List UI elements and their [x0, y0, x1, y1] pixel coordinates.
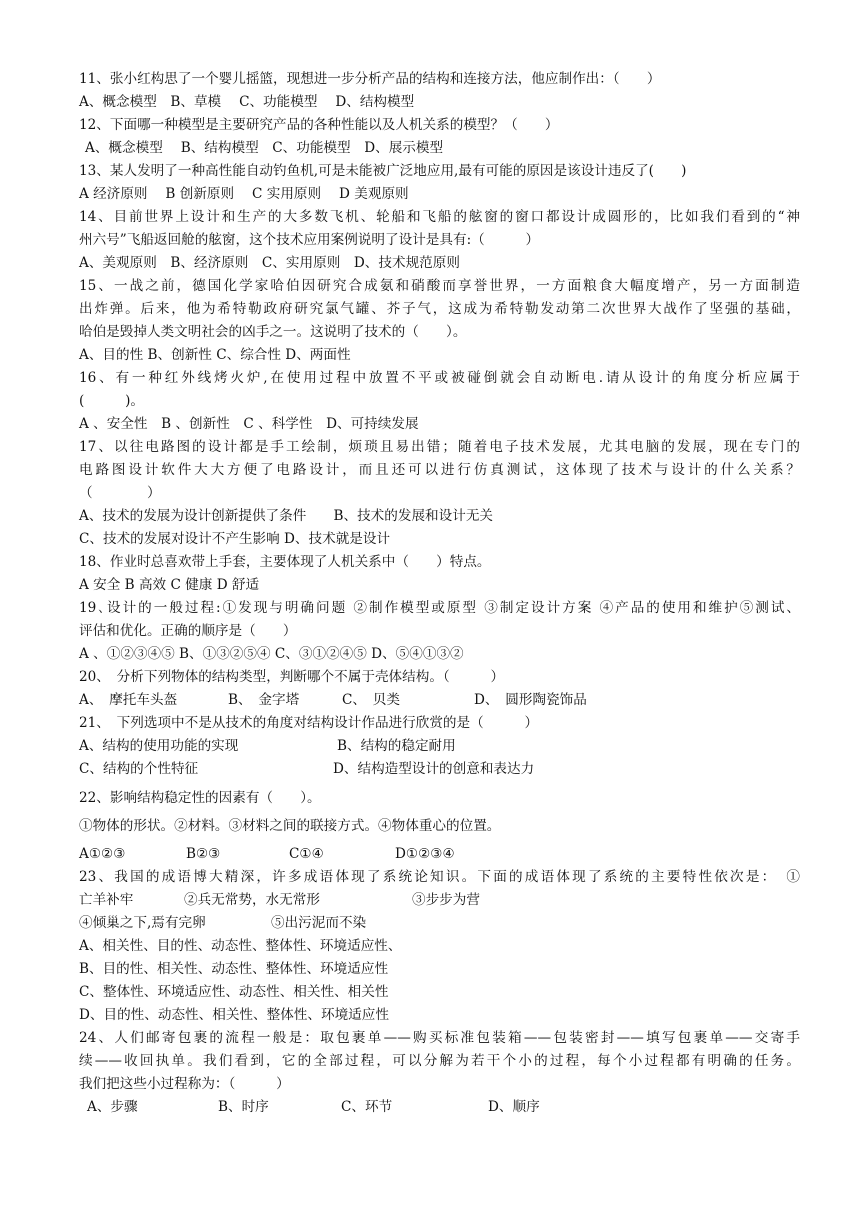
question-17-blank: （ ）	[79, 485, 161, 501]
question-21-option-b: B、结构的稳定耐用	[337, 738, 456, 754]
question-23-option-d: D、目的性、动态性、相关性、整体性、环境适应性	[79, 1007, 389, 1023]
question-12: 12、下面哪一种模型是主要研究产品的各种性能以及人机关系的模型？（ ）	[79, 117, 559, 133]
question-23-idiom-2: ②兵无常势，水无常形	[184, 892, 320, 908]
question-22-factors: ①物体的形状。②材料。③材料之间的联接方式。④物体重心的位置。	[79, 818, 501, 834]
question-15-cont: 出炸弹。后来，他为希特勒政府研究氯气罐、芥子气，这成为希特勒发动第二次世界大战作了坚强的基础，	[79, 301, 800, 317]
question-23-idiom-1: 亡羊补牢	[79, 892, 134, 908]
question-20-option-a: A、 摩托车头盔	[79, 692, 178, 708]
question-17-cont: 电路图设计软件大大方便了电路设计，而且还可以进行仿真测试，这体现了技术与设计的什么关系？	[79, 462, 800, 478]
question-20-option-d: D、 圆形陶瓷饰品	[474, 692, 587, 708]
question-24-option-d: D、顺序	[488, 1099, 540, 1115]
question-20-option-c: C、 贝类	[342, 692, 400, 708]
question-22-option-d: D①②③④	[395, 846, 455, 862]
question-16: 16、有一种红外线烤火炉,在使用过程中放置不平或被碰倒就会自动断电.请从设计的角度分析应属于	[79, 370, 800, 386]
question-13-options: A 经济原则 B 创新原则 C 实用原则 D 美观原则	[79, 186, 409, 202]
question-18-options: A 安全 B 高效 C 健康 D 舒适	[79, 577, 260, 593]
question-18: 18、作业时总喜欢带上手套，主要体现了人机关系中（ ）特点。	[79, 554, 491, 570]
question-14: 14、目前世界上设计和生产的大多数飞机、轮船和飞船的舷窗的窗口都设计成圆形的，比如我们看到的“神	[79, 209, 800, 225]
question-22-option-a: A①②③	[79, 846, 126, 862]
question-11-options: A、概念模型 B、草模 C、功能模型 D、结构模型	[79, 94, 415, 110]
question-24-option-c: C、环节	[341, 1099, 393, 1115]
question-23-idiom-5: ⑤出污泥而不染	[271, 915, 367, 931]
question-17: 17、以往电路图的设计都是手工绘制，烦琐且易出错；随着电子技术发展，尤其电脑的发展，现在专门的	[79, 439, 800, 455]
question-24-cont: 续——收回执单。我们看到，它的全部过程，可以分解为若干个小的过程，每个小过程都有明确的任务。	[79, 1053, 800, 1069]
question-24-cont-2: 我们把这些小过程称为：（ ）	[79, 1076, 290, 1092]
question-15: 15、一战之前，德国化学家哈伯因研究合成氨和硝酸而享誉世界，一方面粮食大幅度增产，另一方面制造	[79, 278, 800, 294]
question-17-options-ab: A、技术的发展为设计创新提供了条件 B、技术的发展和设计无关	[79, 508, 494, 524]
question-16-cont: ( )。	[79, 393, 144, 409]
question-17-options-cd: C、技术的发展对设计不产生影响 D、技术就是设计	[79, 531, 391, 547]
question-19-cont: 评估和优化。正确的顺序是（ ）	[79, 623, 297, 639]
question-24: 24、人们邮寄包裹的流程一般是：取包裹单——购买标准包装箱——包装密封——填写包裹单——交寄手	[79, 1030, 800, 1046]
question-24-option-a: A、步骤	[87, 1099, 138, 1115]
question-20-option-b: B、 金字塔	[228, 692, 300, 708]
question-23-option-b: B、目的性、相关性、动态性、整体性、环境适应性	[79, 961, 389, 977]
question-22: 22、影响结构稳定性的因素有（ ）。	[79, 790, 321, 806]
question-21-option-c: C、结构的个性特征	[79, 761, 199, 777]
question-20: 20、 分析下列物体的结构类型，判断哪个不属于壳体结构。（ ）	[79, 669, 505, 685]
question-24-option-b: B、时序	[218, 1099, 269, 1115]
question-21: 21、 下列选项中不是从技术的角度对结构设计作品进行欣赏的是（ ）	[79, 715, 539, 731]
question-23: 23、我国的成语博大精深，许多成语体现了系统论知识。下面的成语体现了系统的主要特性依次是： ①	[79, 869, 800, 885]
question-21-option-d: D、结构造型设计的创意和表达力	[333, 761, 535, 777]
question-23-idiom-4: ④倾巢之下,焉有完卵	[79, 915, 206, 931]
question-22-option-b: B②③	[186, 846, 221, 862]
question-13: 13、某人发明了一种高性能自动钓鱼机,可是未能被广泛地应用,最有可能的原因是该设计违反了( )	[79, 163, 687, 179]
question-19: 19､设计的一般过程:①发现与明确问题 ②制作模型或原型 ③制定设计方案 ④产品的使用和维护⑤测试、	[79, 600, 800, 616]
question-15-cont-2: 哈伯是毁掉人类文明社会的凶手之一。这说明了技术的（ ）。	[79, 324, 467, 340]
question-23-option-c: C、整体性、环境适应性、动态性、相关性、相关性	[79, 984, 389, 1000]
question-21-option-a: A、结构的使用功能的实现	[79, 738, 239, 754]
question-19-options: A 、①②③④⑤ B、①③②⑤④ C、③①②④⑤ D、⑤④①③②	[79, 646, 464, 662]
question-22-option-c: C①④	[289, 846, 324, 862]
question-15-options: A、目的性 B、创新性 C、综合性 D、两面性	[79, 347, 351, 363]
question-11: 11、张小红构思了一个婴儿摇篮，现想进一步分析产品的结构和连接方法，他应制作出：（ ）	[79, 71, 661, 87]
question-23-idiom-3: ③步步为营	[412, 892, 480, 908]
question-23-option-a: A、相关性、目的性、动态性、整体性、环境适应性、	[79, 938, 402, 954]
question-14-cont: 州六号”飞船返回舱的舷窗，这个技术应用案例说明了设计是具有:（ ）	[79, 232, 540, 248]
question-14-options: A、美观原则 B、经济原则 C、实用原则 D、技术规范原则	[79, 255, 460, 271]
question-12-options: A、概念模型 B、结构模型 C、功能模型 D、展示模型	[85, 140, 444, 156]
question-16-options: A 、安全性 B 、创新性 C 、科学性 D、可持续发展	[79, 416, 419, 432]
